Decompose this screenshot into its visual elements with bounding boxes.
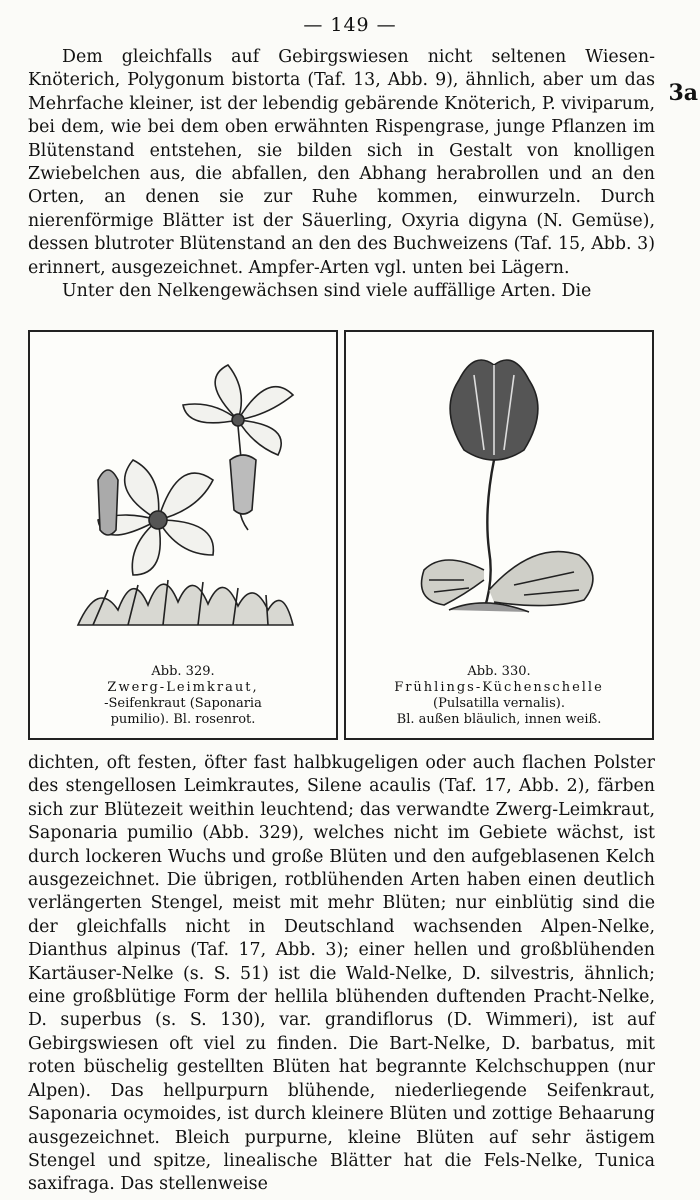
- figure-329: [28, 330, 338, 740]
- paragraph-1: Dem gleichfalls auf Gebirgswiesen nicht seltenen Wiesen-Knöterich, Polygonum bistorta (Taf. 13, Abb. 9), ähnlich, aber um das Mehrfache kleiner, ist der lebendig gebärende Knöterich, P. viviparum, bei dem, wie bei dem oben erwähnten Rispengrase, junge Pflanzen im Blütenstand entstehen, sie bilden sich in Gestalt von knolligen Zwiebelchen aus, die abfallen, den Abhang herabrollen und an den Orten, an denen sie zur Ruhe kommen, einwurzeln. Durch nierenförmige Blätter ist der Säuerling, Oxyria digyna (N. Gemüse), dessen blutroter Blütenstand an den des Buchweizens (Taf. 15, Abb. 3) erinnert, ausgezeichnet. Ampfer-Arten vgl. unten bei Lägern.: [28, 47, 655, 278]
- pulsatilla-illustration: [354, 340, 644, 640]
- paragraph-2: Unter den Nelkengewächsen sind viele auffällige Arten. Die: [62, 281, 592, 302]
- figure-329-line1: Zwerg-Leimkraut,: [107, 680, 259, 695]
- margin-marker: 3a: [668, 80, 698, 106]
- figure-330: [344, 330, 654, 740]
- figure-329-line2: -Seifenkraut (Saponaria: [104, 696, 262, 711]
- figure-330-line1: Frühlings-Küchenschelle: [394, 680, 604, 695]
- figure-330-line2: (Pulsatilla vernalis).: [433, 696, 565, 711]
- paragraph-3: dichten, oft festen, öfter fast halbkugeligen oder auch flachen Polster des stengellosen Leimkrautes, Silene acaulis (Taf. 17, Abb. 2), färben sich zur Blütezeit weithin leuchtend; das verwandte Zwerg-Leimkraut, Saponaria pumilio (Abb. 329), welches nicht im Gebiete wächst, ist durch lockeren Wuchs und große Blüten und den aufgeblasenen Kelch ausgezeichnet. Die übrigen, rotblühenden Arten haben einen deutlich verlängerten Stengel, meist mit mehr Blüten; nur einblütig sind die der gleichfalls nicht in Deutschland wachsenden Alpen-Nelke, Dianthus alpinus (Taf. 17, Abb. 3); einer hellen und großblühenden Kartäuser-Nelke (s. S. 51) ist die Wald-Nelke, D. silvestris, ähnlich; eine großblütige Form der hellila blühenden duftenden Pracht-Nelke, D. superbus (s. S. 130), var. grandiflorus (D. Wimmeri), ist auf Gebirgswiesen oft viel zu finden. Die Bart-Nelke, D. barbatus, mit roten büschelig gestellten Blüten hat begrannte Kelchschuppen (nur Alpen). Das hellpurpurn blühende, niederliegende Seifenkraut, Saponaria ocymoides, ist durch kleinere Blüten und zottige Behaarung ausgezeichnet. Bleich purpurne, kleine Blüten auf sehr ästigem Stengel und spitze, linealische Blätter hat die Fels-Nelke, Tunica saxifraga. Das stellenweise: [28, 753, 655, 1195]
- top-text: [28, 46, 655, 303]
- bottom-text: [28, 752, 655, 1197]
- figure-329-number: Abb. 329.: [151, 664, 215, 679]
- figure-330-number: Abb. 330.: [467, 664, 531, 679]
- saponaria-illustration: [38, 340, 328, 640]
- figure-329-caption: [36, 664, 330, 728]
- figure-row: [28, 330, 654, 740]
- figure-330-line3: Bl. außen bläulich, innen weiß.: [396, 712, 602, 727]
- figure-330-caption: [352, 664, 646, 728]
- page-number: — 149 —: [303, 14, 397, 36]
- figure-329-line3: pumilio). Bl. rosenrot.: [110, 712, 256, 727]
